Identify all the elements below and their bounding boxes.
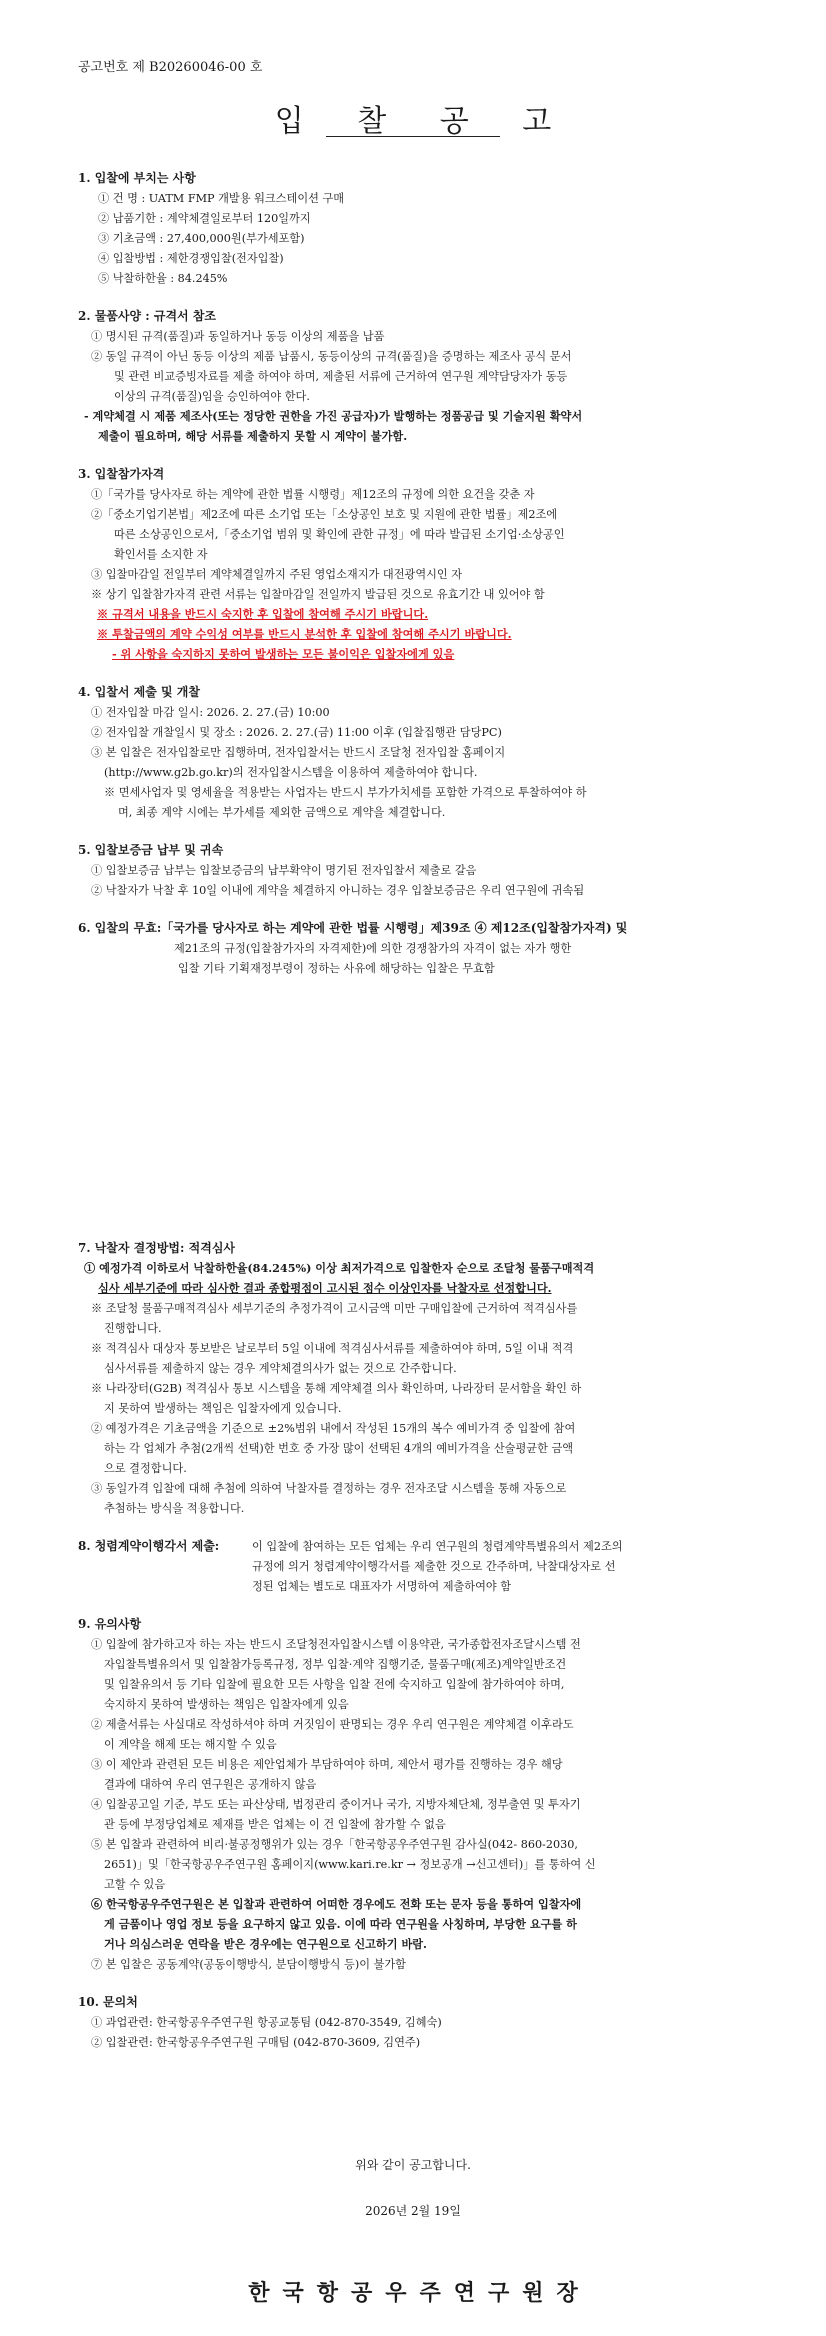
notice-date: 2026년 2월 19일 bbox=[365, 2204, 461, 2218]
notice-text-line: ① 과업관련: 한국항공우주연구원 항공교통팀 (042-870-3549, 김혜숙) bbox=[91, 2016, 442, 2029]
notice-text-line: 하는 각 업체가 추첨(2개씩 선택)한 번호 중 가장 많이 선택된 4개의 예비가격을 산술평균한 금액 bbox=[104, 1442, 574, 1455]
notice-text-line: 게 금품이나 영업 정보 등을 요구하지 않고 있음. 이에 따라 연구원을 사칭하며, 부당한 요구를 하 bbox=[104, 1917, 577, 1931]
notice-text-line: ※ 상기 입찰참가자격 관련 서류는 입찰마감일 전일까지 발급된 것으로 유효기간 내 있어야 함 bbox=[91, 588, 545, 601]
notice-text-line: 이 계약을 해제 또는 해지할 수 있음 bbox=[104, 1738, 277, 1751]
notice-text-line: ※ 조달청 물품구매적격심사 세부기준의 추정가격이 고시금액 미만 구매입찰에 근거하여 적격심사를 bbox=[91, 1302, 578, 1315]
section-heading: 5. 입찰보증금 납부 및 귀속 bbox=[78, 843, 224, 857]
notice-text-line: 및 관련 비교증빙자료를 제출 하여야 하며, 제출된 서류에 근거하여 연구원 계약담당자가 동등 bbox=[114, 370, 568, 383]
notice-text-line: 심사 세부기준에 따라 심사한 결과 종합평점이 고시된 점수 이상인자를 낙찰자로 선정합니다. bbox=[98, 1281, 552, 1295]
notice-text-line: 제출이 필요하며, 해당 서류를 제출하지 못할 시 계약이 불가함. bbox=[98, 429, 408, 443]
notice-text-line: ※ 투찰금액의 계약 수익성 여부를 반드시 분석한 후 입찰에 참여해 주시기 바랍니다. bbox=[97, 627, 512, 641]
notice-text-line: ⑦ 본 입찰은 공동계약(공동이행방식, 분담이행방식 등)이 불가함 bbox=[91, 1958, 406, 1971]
notice-text-line: - 계약체결 시 제품 제조사(또는 정당한 권한을 가진 공급자)가 발행하는 정품공급 및 기술지원 확약서 bbox=[84, 409, 583, 423]
notice-text-line: ③ 이 제안과 관련된 모든 비용은 제안업체가 부담하여야 하며, 제안서 평가를 진행하는 경우 해당 bbox=[91, 1758, 563, 1771]
notice-text-line: 며, 최종 계약 시에는 부가세를 제외한 금액으로 계약을 체결합니다. bbox=[118, 806, 446, 819]
notice-text-line: 심사서류를 제출하지 않는 경우 계약체결의사가 없는 것으로 간주합니다. bbox=[104, 1362, 457, 1375]
section-heading: 10. 문의처 bbox=[78, 1995, 138, 2009]
notice-text-line: 추첨하는 방식을 적용합니다. bbox=[104, 1502, 245, 1515]
notice-text-line: ③ 입찰마감일 전일부터 계약체결일까지 주된 영업소재지가 대전광역시인 자 bbox=[91, 568, 463, 581]
section-heading: 7. 낙찰자 결정방법: 적격심사 bbox=[78, 1241, 236, 1255]
notice-text-line: ⑥ 한국항공우주연구원은 본 입찰과 관련하여 어떠한 경우에도 전화 또는 문자 등을 통하여 입찰자에 bbox=[91, 1897, 582, 1911]
notice-text-line: ⑤ 본 입찰과 관련하여 비리·불공정행위가 있는 경우「한국항공우주연구원 감사실(042- 860-2030, bbox=[91, 1838, 578, 1851]
notice-text-line: 진행합니다. bbox=[104, 1322, 162, 1335]
notice-text-line: 입찰 기타 기획재정부령이 정하는 사유에 해당하는 입찰은 무효함 bbox=[178, 962, 495, 975]
notice-text-line: 관 등에 부정당업체로 제재를 받은 업체는 이 건 입찰에 참가할 수 없음 bbox=[104, 1818, 446, 1831]
notice-text-line: ② 전자입찰 개찰일시 및 장소 : 2026. 2. 27.(금) 11:00 이후 (입찰집행관 담당PC) bbox=[91, 726, 502, 739]
notice-text-line: 결과에 대하여 우리 연구원은 공개하지 않음 bbox=[104, 1778, 317, 1791]
notice-text-line: ※ 적격심사 대상자 통보받은 날로부터 5일 이내에 적격심사서류를 제출하여야 하며, 5일 이내 적격 bbox=[91, 1342, 574, 1355]
notice-text-line: ※ 규격서 내용을 반드시 숙지한 후 입찰에 참여해 주시기 바랍니다. bbox=[97, 607, 429, 621]
notice-number: 공고번호 제 B20260046-00 호 bbox=[78, 60, 263, 75]
notice-text-line: ② 납품기한 : 계약체결일로부터 120일까지 bbox=[98, 212, 311, 225]
notice-text-line: ② 입찰관련: 한국항공우주연구원 구매팀 (042-870-3609, 김연주) bbox=[91, 2036, 421, 2049]
notice-text-line: ④ 입찰방법 : 제한경쟁입찰(전자입찰) bbox=[98, 252, 284, 265]
notice-text-line: ③ 본 입찰은 전자입찰로만 집행하며, 전자입찰서는 반드시 조달청 전자입찰 홈페이지 bbox=[91, 746, 506, 759]
notice-text-line: - 위 사항을 숙지하지 못하여 발생하는 모든 불이익은 입찰자에게 있음 bbox=[112, 647, 455, 661]
notice-text-line: 규정에 의거 청렴계약이행각서를 제출한 것으로 간주하며, 낙찰대상자로 선 bbox=[252, 1560, 616, 1573]
title-underline bbox=[326, 136, 500, 137]
notice-text-line: 확인서를 소지한 자 bbox=[114, 548, 208, 561]
notice-text-line: 숙지하지 못하여 발생하는 책임은 입찰자에게 있음 bbox=[104, 1698, 349, 1711]
notice-text-line: ② 제출서류는 사실대로 작성하셔야 하며 거짓임이 판명되는 경우 우리 연구원은 계약체결 이후라도 bbox=[91, 1718, 574, 1731]
notice-text-line: 자입찰특별유의서 및 입찰참가등록규정, 정부 입찰·계약 집행기준, 물품구매(제조)계약일반조건 bbox=[104, 1658, 567, 1671]
notice-text-line: 제21조의 규정(입찰참가자의 자격제한)에 의한 경쟁참가의 자격이 없는 자가 행한 bbox=[174, 942, 572, 955]
signer-name: 한국항공우주연구원장 bbox=[248, 2280, 591, 2306]
notice-text-line: ③ 기초금액 : 27,400,000원(부가세포함) bbox=[98, 232, 305, 245]
notice-text-line: ① 명시된 규격(품질)과 동일하거나 동등 이상의 제품을 납품 bbox=[91, 330, 385, 343]
notice-text-line: 및 입찰유의서 등 기타 입찰에 필요한 모든 사항을 입찰 전에 숙지하고 입찰에 참가하여야 하며, bbox=[104, 1678, 565, 1691]
notice-text-line: ② 동일 규격이 아닌 동등 이상의 제품 납품시, 동등이상의 규격(품질)을 증명하는 제조사 공식 문서 bbox=[91, 350, 572, 363]
notice-text-line: ① 입찰보증금 납부는 입찰보증금의 납부확약이 명기된 전자입찰서 제출로 갈음 bbox=[91, 864, 477, 877]
notice-text-line: 고할 수 있음 bbox=[104, 1878, 166, 1891]
notice-text-line: ① 예정가격 이하로서 낙찰하한율(84.245%) 이상 최저가격으로 입찰한자 순으로 조달청 물품구매적격 bbox=[84, 1261, 595, 1275]
notice-text-line: ① 입찰에 참가하고자 하는 자는 반드시 조달청전자입찰시스템 이용약관, 국가종합전자조달시스템 전 bbox=[91, 1638, 581, 1651]
notice-text-line: 2651)」및「한국항공우주연구원 홈페이지(www.kari.re.kr → 정보공개 →신고센터)」를 통하여 신 bbox=[104, 1858, 596, 1871]
notice-text-line: ③ 동일가격 입찰에 대해 추첨에 의하여 낙찰자를 결정하는 경우 전자조달 시스템을 통해 자동으로 bbox=[91, 1482, 567, 1495]
notice-text-line: 따른 소상공인으로서,「중소기업 범위 및 확인에 관한 규정」에 따라 발급된 소기업·소상공인 bbox=[114, 528, 565, 541]
notice-text-line: ④ 입찰공고일 기준, 부도 또는 파산상태, 법정관리 중이거나 국가, 지방자체단체, 정부출연 및 투자기 bbox=[91, 1798, 581, 1811]
notice-text-line: 거나 의심스러운 연락을 받은 경우에는 연구원으로 신고하기 바람. bbox=[104, 1937, 427, 1951]
section-heading: 2. 물품사양 : 규격서 참조 bbox=[78, 309, 216, 323]
notice-text-line: ① 전자입찰 마감 일시: 2026. 2. 27.(금) 10:00 bbox=[91, 706, 330, 719]
notice-text-line: ※ 면세사업자 및 영세율을 적용받는 사업자는 반드시 부가가치세를 포함한 가격으로 투찰하여야 하 bbox=[104, 786, 587, 799]
notice-text-line: ⑤ 낙찰하한율 : 84.245% bbox=[98, 272, 228, 285]
notice-text-line: (http://www.g2b.go.kr)의 전자입찰시스템을 이용하여 제출하여야 합니다. bbox=[104, 766, 478, 779]
notice-text-line: 으로 결정합니다. bbox=[104, 1462, 187, 1475]
section-heading: 8. 청렴계약이행각서 제출: bbox=[78, 1539, 220, 1553]
section-heading: 9. 유의사항 bbox=[78, 1617, 142, 1631]
notice-text-line: ② 낙찰자가 낙찰 후 10일 이내에 계약을 체결하지 아니하는 경우 입찰보증금은 우리 연구원에 귀속됨 bbox=[91, 884, 585, 897]
notice-text-line: 지 못하여 발생하는 책임은 입찰자에게 있습니다. bbox=[104, 1402, 342, 1415]
section-heading: 3. 입찰참가자격 bbox=[78, 467, 165, 481]
page-title: 입 찰 공 고 bbox=[274, 104, 574, 139]
notice-text-line: 이 입찰에 참여하는 모든 업체는 우리 연구원의 청렴계약특별유의서 제2조의 bbox=[252, 1540, 623, 1553]
notice-text-line: ②「중소기업기본법」제2조에 따른 소기업 또는「소상공인 보호 및 지원에 관한 법률」제2조에 bbox=[91, 508, 558, 521]
section-heading: 4. 입찰서 제출 및 개찰 bbox=[78, 685, 200, 699]
section-heading: 1. 입찰에 부치는 사항 bbox=[78, 171, 196, 185]
notice-text-line: ①「국가를 당사자로 하는 계약에 관한 법률 시행령」제12조의 규정에 의한 요건을 갖춘 자 bbox=[91, 488, 535, 501]
notice-text-line: ① 건 명 : UATM FMP 개발용 워크스테이션 구매 bbox=[98, 192, 345, 205]
notice-text-line: ② 예정가격은 기초금액을 기준으로 ±2%범위 내에서 작성된 15개의 복수 예비가격 중 입찰에 참여 bbox=[91, 1422, 576, 1435]
section-heading: 6. 입찰의 무효:「국가를 당사자로 하는 계약에 관한 법률 시행령」제39조 ④ 제12조(입찰참가자격) 및 bbox=[78, 921, 628, 935]
notice-text-line: 정된 업체는 별도로 대표자가 서명하여 제출하여야 함 bbox=[252, 1580, 512, 1593]
closing-statement: 위와 같이 공고합니다. bbox=[355, 2158, 471, 2172]
notice-text-line: ※ 나라장터(G2B) 적격심사 통보 시스템을 통해 계약체결 의사 확인하며, 나라장터 문서함을 확인 하 bbox=[91, 1382, 582, 1395]
notice-text-line: 이상의 규격(품질)임을 승인하여야 한다. bbox=[114, 390, 310, 403]
